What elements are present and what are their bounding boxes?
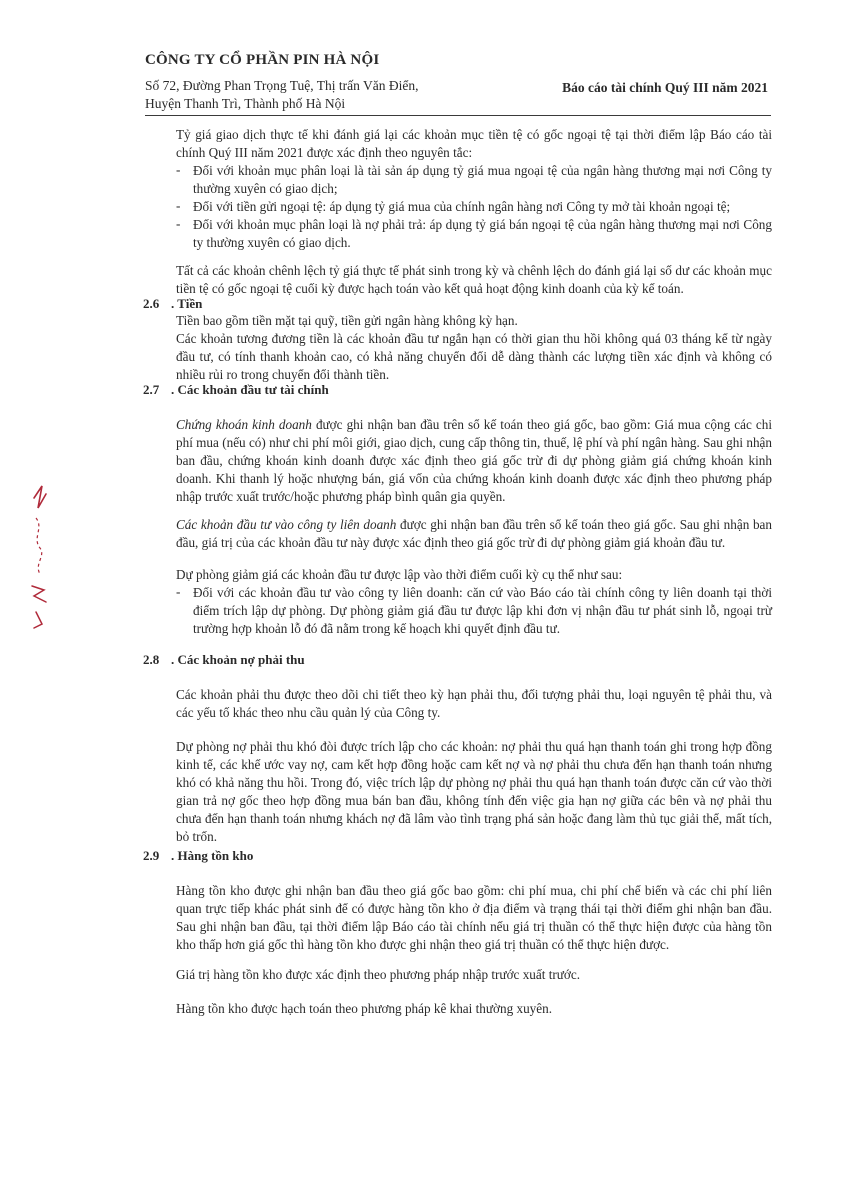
- s29-paragraph-2: Giá trị hàng tồn kho được xác định theo phương pháp nhập trước xuất trước.: [176, 967, 581, 982]
- bullet-dash: -: [176, 198, 181, 213]
- s28-paragraph-1: Các khoản phải thu được theo dõi chi tiết theo kỳ hạn phải thu, đối tượng phải thu, loại nguyên tệ phải thu, và các yếu tố khác theo nhu cầu quản lý của Công ty.: [176, 687, 772, 720]
- s27-bullet: Đối với các khoản đầu tư vào công ty liên doanh: căn cứ vào Báo cáo tài chính công ty liên doanh tại thời điểm trích lập dự phòng. Dự phòng giảm giá đầu tư được lập khi đơn vị nhận đầu tư phát sinh lỗ, ngoại trừ trường hợp khoản lỗ đó đã nằm trong kế hoạch khi quyết định đầu tư.: [193, 585, 772, 636]
- section-heading-2-6: 2.6 . Tiền: [143, 296, 203, 311]
- address-line-2: Huyện Thanh Trì, Thành phố Hà Nội: [145, 96, 346, 111]
- bullet-dash: -: [176, 216, 181, 231]
- intro-bullet-1: Đối với khoản mục phân loại là tài sản áp dụng tỷ giá mua ngoại tệ của ngân hàng thương mại nơi Công ty thường xuyên có giao dịch;: [193, 163, 772, 196]
- s29-paragraph-1: Hàng tồn kho được ghi nhận ban đầu theo giá gốc bao gồm: chi phí mua, chi phí chế biến và các chi phí liên quan trực tiếp khác phát sinh để có được hàng tồn kho ở địa điểm và trạng thái tại thời điểm ghi nhận ban đầu. Sau ghi nhận ban đầu, tại thời điểm lập Báo cáo tài chính nếu giá trị thuần có thể thực hiện được của hàng tồn kho thấp hơn giá gốc thì hàng tồn kho được ghi nhận theo giá trị thuần có thể thực hiện được.: [176, 883, 772, 952]
- s26-paragraph-2: Các khoản tương đương tiền là các khoản đầu tư ngắn hạn có thời gian thu hồi không quá 03 tháng kể từ ngày đầu tư, có tính thanh khoản cao, có khả năng chuyển đổi dễ dàng thành các lượng tiền xác định và không có nhiều rủi ro trong chuyển đổi thành tiền.: [176, 331, 772, 382]
- s26-paragraph-1: Tiền bao gồm tiền mặt tại quỹ, tiền gửi ngân hàng không kỳ hạn.: [176, 313, 518, 328]
- intro-paragraph: Tỷ giá giao dịch thực tế khi đánh giá lại các khoản mục tiền tệ có gốc ngoại tệ tại thời điểm lập Báo cáo tài chính Quý III năm 2021 được xác định theo nguyên tắc:: [176, 127, 772, 160]
- s27-paragraph-2: Các khoản đầu tư vào công ty liên doanh được ghi nhận ban đầu trên sổ kế toán theo giá gốc. Sau ghi nhận ban đầu, giá trị của các khoản đầu tư này được xác định theo giá gốc trừ đi dự phòng giảm giá khoản đầu tư.: [176, 517, 772, 550]
- bullet-dash: -: [176, 162, 181, 177]
- s29-paragraph-3: Hàng tồn kho được hạch toán theo phương pháp kê khai thường xuyên.: [176, 1001, 553, 1016]
- report-title: Báo cáo tài chính Quý III năm 2021: [562, 80, 768, 95]
- bullet-dash: -: [176, 584, 181, 599]
- intro-bullet-3: Đối với khoản mục phân loại là nợ phải trả: áp dụng tỷ giá bán ngoại tệ của ngân hàng thương mại nơi Công ty thường xuyên có giao dịch.: [193, 217, 772, 250]
- intro-paragraph-2: Tất cả các khoản chênh lệch tỷ giá thực tế phát sinh trong kỳ và chênh lệch do đánh giá lại số dư các khoản mục tiền tệ có gốc ngoại tệ cuối kỳ được hạch toán vào kết quả hoạt động kinh doanh của kỳ kế toán.: [176, 263, 772, 296]
- s28-paragraph-2: Dự phòng nợ phải thu khó đòi được trích lập cho các khoản: nợ phải thu quá hạn thanh toán ghi trong hợp đồng kinh tế, các khế ước vay nợ, cam kết hợp đồng hoặc cam kết nợ và nợ phải thu chưa đến hạn thanh toán nhưng khó có khả năng thu hồi. Trong đó, việc trích lập dự phòng nợ phải thu quá hạn thanh toán được căn cứ vào thời gian trả nợ gốc theo hợp đồng mua bán ban đầu, không tính đến việc gia hạn nợ giữa các bên và nợ phải thu chưa đến hạn thanh toán nhưng khách nợ đã lâm vào tình trạng phá sản hoặc đang làm thủ tục giải thể, mất tích, bỏ trốn.: [176, 739, 772, 844]
- margin-initial-mark: [22, 478, 62, 648]
- s27-paragraph-1: Chứng khoán kinh doanh được ghi nhận ban đầu trên sổ kế toán theo giá gốc, bao gồm: Giá mua cộng các chi phí mua (nếu có) như chi phí môi giới, giao dịch, cung cấp thông tin, thuế, lệ phí và phí ngân hàng. Sau ghi nhận ban đầu, chứng khoán kinh doanh được xác định theo giá gốc trừ đi dự phòng giảm giá chứng khoán kinh doanh. Khi thanh lý hoặc nhượng bán, giá vốn của chứng khoán kinh doanh được xác định theo phương pháp nhập trước xuất trước/hoặc phương pháp bình quân gia quyền.: [176, 417, 772, 504]
- section-heading-2-9: 2.9 . Hàng tồn kho: [143, 848, 254, 863]
- section-heading-2-7: 2.7 . Các khoản đầu tư tài chính: [143, 382, 329, 397]
- intro-bullet-2: Đối với tiền gửi ngoại tệ: áp dụng tỷ giá mua của chính ngân hàng nơi Công ty mở tài khoản ngoại tệ;: [193, 199, 731, 214]
- address-line-1: Số 72, Đường Phan Trọng Tuệ, Thị trấn Văn Điển,: [145, 78, 419, 93]
- s27-paragraph-3: Dự phòng giảm giá các khoản đầu tư được lập vào thời điểm cuối kỳ cụ thể như sau:: [176, 567, 623, 582]
- header-divider: [145, 115, 771, 116]
- section-heading-2-8: 2.8 . Các khoản nợ phải thu: [143, 652, 305, 667]
- company-name: CÔNG TY CỔ PHẦN PIN HÀ NỘI: [145, 52, 380, 68]
